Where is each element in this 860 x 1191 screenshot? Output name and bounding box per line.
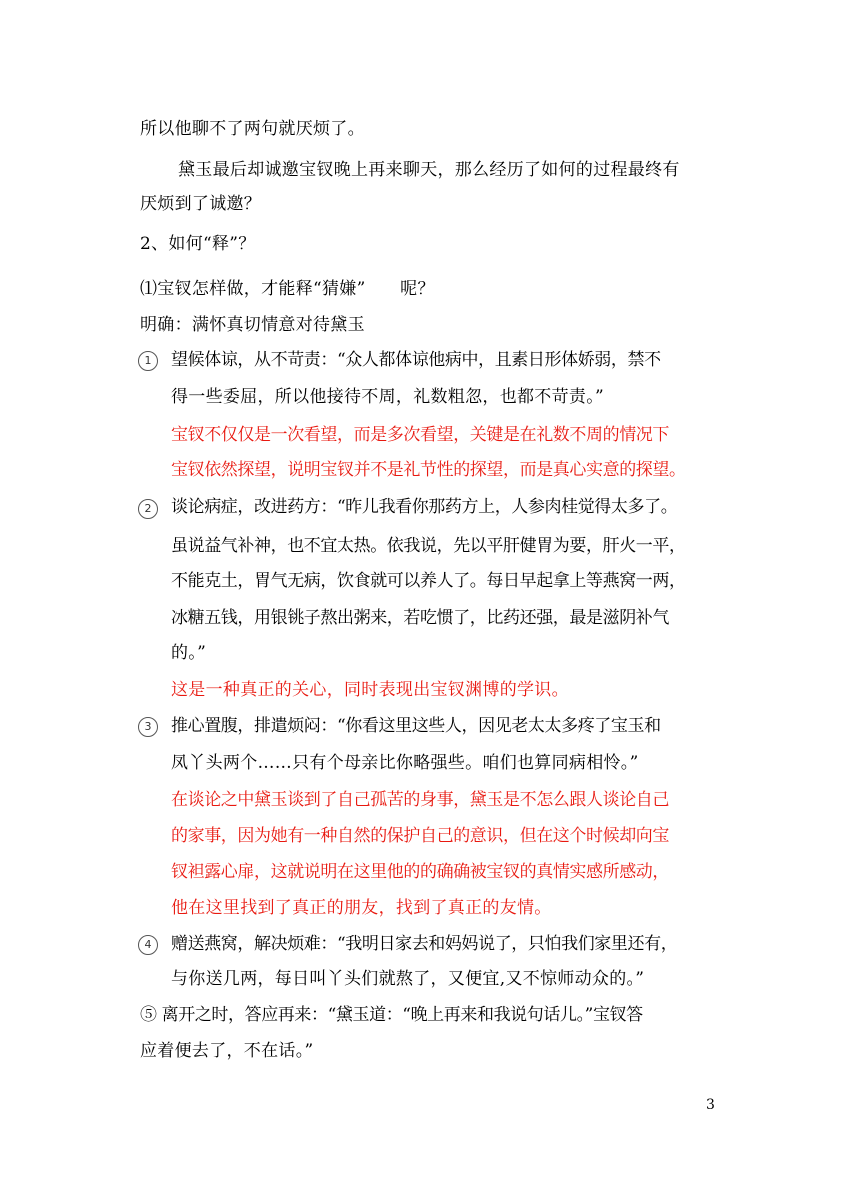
text-line: 应着便去了，不在话。” xyxy=(140,1041,314,1061)
circled-number-4: 4 xyxy=(138,935,158,955)
circled-number-2: 2 xyxy=(138,499,158,519)
annotation-line: 宝钗不仅仅是一次看望，而是多次看望，关键是在礼数不周的情况下 xyxy=(171,425,669,445)
section-heading: 2、如何“释”？ xyxy=(140,234,256,254)
text-line: 所以他聊不了两句就厌烦了。 xyxy=(140,119,365,139)
annotation-line: 宝钗依然探望，说明宝钗并不是礼节性的探望，而是真心实意的探望。 xyxy=(171,460,686,480)
text-line: 望候体谅，从不苛责：“众人都体谅他病中，且素日形体娇弱，禁不 xyxy=(171,350,661,370)
text-line: 冰糖五钱，用银铫子熬出粥来，若吃惯了，比药还强，最是滋阴补气 xyxy=(171,608,669,628)
text-line: 赠送燕窝，解决烦难：“我明日家去和妈妈说了，只怕我们家里还有， xyxy=(171,934,678,954)
annotation-line: 在谈论之中黛玉谈到了自己孤苦的身事，黛玉是不怎么跟人谈论自己 xyxy=(171,790,669,810)
question-line: ⑴宝钗怎样做，才能释“猜嫌” 呢？ xyxy=(140,279,435,299)
annotation-line: 钗袒露心扉，这就说明在这里他的的确确被宝钗的真情实感所感动， xyxy=(171,862,669,882)
text-line: 得一些委屈，所以他接待不周，礼数粗忽，也都不苛责。” xyxy=(171,387,604,407)
text-line: 推心置腹，排遣烦闷：“你看这里这些人，因见老太太多疼了宝玉和 xyxy=(171,716,661,736)
text-line: 谈论病症，改进药方：“昨儿我看你那药方上，人参肉桂觉得太多了。 xyxy=(171,497,678,517)
answer-line: 明确：满怀真切情意对待黛玉 xyxy=(140,315,365,335)
text-line: ⑤ 离开之时，答应再来：“黛玉道：“晚上再来和我说句话儿。”宝钗答 xyxy=(140,1005,643,1025)
text-line: 与你送几两，每日叫丫头们就熬了，又便宜,又不惊师动众的。” xyxy=(171,969,645,989)
annotation-line: 这是一种真正的关心，同时表现出宝钗渊博的学识。 xyxy=(171,680,569,700)
text-line: 的。” xyxy=(171,643,207,663)
circled-number-1: 1 xyxy=(138,351,158,371)
text-line: 黛玉最后却诚邀宝钗晚上再来聊天，那么经历了如何的过程最终有 xyxy=(178,160,680,180)
circled-number-3: 3 xyxy=(138,717,158,737)
annotation-line: 的家事，因为她有一种自然的保护自己的意识，但在这个时候却向宝 xyxy=(171,826,669,846)
text-line: 不能克土，胃气无病，饮食就可以养人了。每日早起拿上等燕窝一两， xyxy=(171,571,686,591)
text-line: 凤丫头两个……只有个母亲比你略强些。咱们也算同病相怜。” xyxy=(171,753,639,773)
text-line: 厌烦到了诚邀？ xyxy=(140,194,262,214)
text-line: 虽说益气补神，也不宜太热。依我说，先以平肝健胃为要，肝火一平， xyxy=(171,536,686,556)
page-number: 3 xyxy=(706,1097,715,1113)
annotation-line: 他在这里找到了真正的朋友，找到了真正的友情。 xyxy=(171,898,552,918)
